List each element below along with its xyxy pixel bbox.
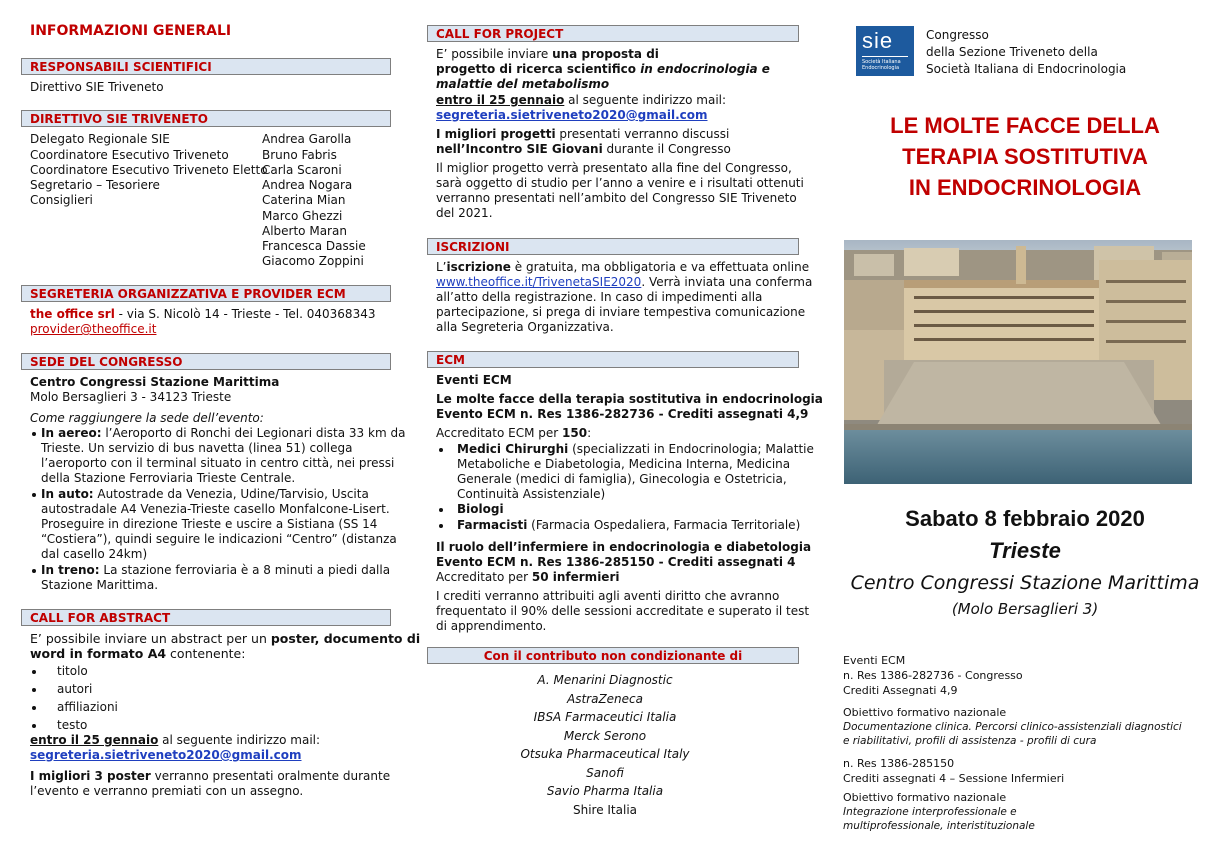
company-address: - via S. Nicolò 14 - Trieste - Tel. 040368343 xyxy=(114,307,376,321)
iscrizioni-line: alla Segreteria Organizzativa. xyxy=(436,320,614,334)
member-name: Andrea Garolla xyxy=(262,132,352,146)
member-name: Bruno Fabris xyxy=(262,148,337,162)
sponsor: Shire Italia xyxy=(572,803,638,817)
ecm-line: Accreditato per 50 infermieri xyxy=(436,570,620,584)
member-name: Francesca Dassie xyxy=(262,239,366,253)
ecm-summary-line: e riabilitativi, profili di assistenza - profili di cura xyxy=(843,735,1097,747)
bullet-icon xyxy=(32,493,36,497)
iscrizioni-line: www.theoffice.it/TrivenetaSIE2020. Verrà inviata una conferma xyxy=(436,275,813,289)
sponsor: Otsuka Pharmaceutical Italy xyxy=(520,747,690,761)
ecm-summary-line: Documentazione clinica. Percorsi clinico-assistenziali diagnostici xyxy=(843,721,1182,733)
ecm-line: Evento ECM n. Res 1386-285150 - Crediti assegnati 4 xyxy=(436,555,796,569)
role: Coordinatore Esecutivo Triveneto xyxy=(30,148,229,162)
abstract-header: CALL FOR ABSTRACT xyxy=(21,609,391,626)
project-header: CALL FOR PROJECT xyxy=(427,25,799,42)
member-name: Carla Scaroni xyxy=(262,163,342,177)
ecm-summary-line: Obiettivo formativo nazionale xyxy=(843,706,1007,719)
ecm-line: Farmacisti (Farmacia Ospedaliera, Farmacia Territoriale) xyxy=(457,518,801,532)
event-date: Sabato 8 febbraio 2020 xyxy=(905,506,1145,531)
bullet-icon xyxy=(439,524,443,528)
bullet-icon xyxy=(32,432,36,436)
ecm-line: Evento ECM n. Res 1386-282736 - Crediti assegnati 4,9 xyxy=(436,407,809,421)
ecm-summary-line: n. Res 1386-282736 - Congresso xyxy=(843,669,1023,682)
ecm-line: I crediti verranno attribuiti agli aventi diritto che avranno xyxy=(436,589,780,603)
auto-line: In auto: Autostrade da Venezia, Udine/Tarvisio, Uscita xyxy=(41,487,369,501)
trieste-square-photo xyxy=(844,240,1192,484)
resp-text: Direttivo SIE Triveneto xyxy=(30,80,164,94)
aereo-line: l’aeroporto con il terminal situato in centro città, nei pressi xyxy=(41,456,395,470)
auto-line: dal casello 24km) xyxy=(41,547,148,561)
aereo-line: della Stazione Ferroviaria Trieste Centrale. xyxy=(41,471,296,485)
iscrizioni-line: partecipazione, si prega di inviare tempestiva comunicazione xyxy=(436,305,806,319)
auto-line: Proseguire in direzione Trieste e uscire a Sistiana (SS 14 xyxy=(41,517,378,531)
bullet-icon xyxy=(32,569,36,573)
ecm-header: ECM xyxy=(427,351,799,368)
bullet-icon xyxy=(32,688,36,692)
ecm-line: Biologi xyxy=(457,502,504,516)
registration-link[interactable]: www.theoffice.it/TrivenetaSIE2020 xyxy=(436,275,642,289)
role: Coordinatore Esecutivo Triveneto Eletto xyxy=(30,163,268,177)
sie-logo xyxy=(856,26,914,76)
abstract-deadline: entro il 25 gennaio al seguente indirizzo mail: xyxy=(30,733,321,747)
ecm-line: frequentato il 90% delle sessioni accreditate e superato il test xyxy=(436,604,810,618)
abstract-item: testo xyxy=(57,718,88,732)
ecm-line: Continuità Assistenziale) xyxy=(457,487,606,501)
role: Consiglieri xyxy=(30,193,93,207)
segreteria-header: SEGRETERIA ORGANIZZATIVA E PROVIDER ECM xyxy=(21,285,391,302)
direttivo-header: DIRETTIVO SIE TRIVENETO xyxy=(21,110,391,127)
ecm-summary-line: Integrazione interprofessionale e xyxy=(843,806,1017,818)
project-line: nell’Incontro SIE Giovani durante il Congresso xyxy=(436,142,731,156)
event-venue: Centro Congressi Stazione Marittima xyxy=(850,572,1200,594)
project-line: verranno presentati nell’ambito del Congresso SIE Triveneto xyxy=(436,191,797,205)
project-line: E’ possibile inviare una proposta di xyxy=(436,47,659,61)
ecm-summary-line: Eventi ECM xyxy=(843,654,906,667)
ecm-line: Metaboliche e Diabetologia, Medicina Interna, Medicina xyxy=(457,457,791,471)
logo-sub: Endocrinologia xyxy=(862,65,900,71)
org-line: della Sezione Triveneto della xyxy=(926,45,1098,59)
ecm-summary-line: Crediti assegnati 4 – Sessione Infermieri xyxy=(843,772,1065,785)
abstract-email-link[interactable]: segreteria.sietriveneto2020@gmail.com xyxy=(30,748,302,762)
project-line: malattie del metabolismo xyxy=(436,77,610,91)
sponsor: Merck Serono xyxy=(563,729,647,743)
project-line: Il miglior progetto verrà presentato alla fine del Congresso, xyxy=(436,161,792,175)
event-venue-address: (Molo Bersaglieri 3) xyxy=(951,600,1099,618)
event-title: LE MOLTE FACCE DELLA TERAPIA SOSTITUTIVA IN ENDOCRINOLOGIA xyxy=(890,113,1160,200)
sponsor: A. Menarini Diagnostic xyxy=(537,673,673,687)
bullet-icon xyxy=(32,670,36,674)
member-name: Andrea Nogara xyxy=(262,178,353,192)
ecm-line: Il ruolo dell’infermiere in endocrinologia e diabetologia xyxy=(436,540,812,554)
auto-line: autostradale A4 Venezia-Trieste casello Monfalcone-Lisert. xyxy=(41,502,390,516)
sponsor: IBSA Farmaceutici Italia xyxy=(533,710,677,724)
resp-header: RESPONSABILI SCIENTIFICI xyxy=(21,58,391,75)
ecm-line: Generale (medici di famiglia), Ginecologia e Ostetricia, xyxy=(457,472,787,486)
project-line: sarà oggetto di studio per l’anno a venire e i risultati ottenuti xyxy=(436,176,804,190)
ecm-summary-line: Obiettivo formativo nazionale xyxy=(843,791,1007,804)
member-name: Caterina Mian xyxy=(262,193,346,207)
project-deadline: entro il 25 gennaio al seguente indirizzo mail: xyxy=(436,93,727,107)
role: Delegato Regionale SIE xyxy=(30,132,170,146)
sponsor: AstraZeneca xyxy=(567,692,643,706)
event-city: Trieste xyxy=(989,538,1061,563)
abstract-footer: l’evento e verranno premiati con un assegno. xyxy=(30,784,304,798)
ecm-line: di apprendimento. xyxy=(436,619,547,633)
bullet-icon xyxy=(439,508,443,512)
abstract-footer: I migliori 3 poster verranno presentati oralmente durante xyxy=(30,769,391,783)
sede-header: SEDE DEL CONGRESSO xyxy=(21,353,391,370)
company-name: the office srl xyxy=(30,307,115,321)
org-line: Congresso xyxy=(926,28,989,42)
info-title: INFORMAZIONI GENERALI xyxy=(30,23,232,39)
ecm-line: Medici Chirurghi (specializzati in Endocrinologia; Malattie xyxy=(457,442,814,456)
abstract-item: autori xyxy=(57,682,93,696)
org-line: Società Italiana di Endocrinologia xyxy=(926,62,1127,76)
member-name: Marco Ghezzi xyxy=(262,209,343,223)
abstract-item: titolo xyxy=(57,664,88,678)
ecm-line: Accreditato ECM per 150: xyxy=(436,426,592,440)
logo-rule xyxy=(862,56,908,57)
provider-email-link[interactable]: provider@theoffice.it xyxy=(30,322,157,336)
logo-sub: Società Italiana xyxy=(862,59,901,65)
ecm-summary-line: multiprofessionale, interistituzionale xyxy=(843,820,1035,832)
how-to-reach: Come raggiungere la sede dell’evento: xyxy=(30,411,264,425)
member-name: Alberto Maran xyxy=(262,224,347,238)
aereo-line: In aereo: l’Aeroporto di Ronchi dei Legionari dista 33 km da xyxy=(41,426,406,440)
project-line: I migliori progetti presentati verranno discussi xyxy=(436,127,730,141)
project-email-link[interactable]: segreteria.sietriveneto2020@gmail.com xyxy=(436,108,708,122)
ecm-line: Le molte facce della terapia sostitutiva in endocrinologia xyxy=(436,392,823,406)
bullet-icon xyxy=(32,724,36,728)
member-name: Giacomo Zoppini xyxy=(262,254,364,268)
abstract-item: affiliazioni xyxy=(57,700,118,714)
sponsor: Savio Pharma Italia xyxy=(546,784,664,798)
sponsor: Sanofi xyxy=(586,766,624,780)
ecm-line: Eventi ECM xyxy=(436,373,512,387)
ecm-summary-line: Crediti Assegnati 4,9 xyxy=(843,684,958,697)
abstract-line: E’ possibile inviare un abstract per un poster, documento di xyxy=(30,631,421,646)
logo-text: sie xyxy=(862,28,894,53)
project-line: progetto di ricerca scientifico in endocrinologia e xyxy=(436,62,770,76)
segreteria-line xyxy=(30,307,375,322)
abstract-line: word in formato A4 contenente: xyxy=(30,646,246,661)
iscrizioni-header: ISCRIZIONI xyxy=(427,238,799,255)
iscrizioni-line: all’atto della registrazione. In caso di impedimenti alla xyxy=(436,290,763,304)
bullet-icon xyxy=(439,448,443,452)
sponsors-header: Con il contributo non condizionante di xyxy=(427,647,799,664)
iscrizioni-line: L’iscrizione è gratuita, ma obbligatoria e va effettuata online xyxy=(436,260,810,274)
bullet-icon xyxy=(32,706,36,710)
treno-line: Stazione Marittima. xyxy=(41,578,159,592)
auto-line: “Costiera”), quindi seguire le indicazioni “Centro” (distanza xyxy=(41,532,397,546)
role: Segretario – Tesoriere xyxy=(30,178,160,192)
venue-address: Molo Bersaglieri 3 - 34123 Trieste xyxy=(30,390,232,404)
treno-line: In treno: La stazione ferroviaria è a 8 minuti a piedi dalla xyxy=(41,563,391,577)
ecm-summary-line: n. Res 1386-285150 xyxy=(843,757,955,770)
venue-name: Centro Congressi Stazione Marittima xyxy=(30,375,280,389)
project-line: del 2021. xyxy=(436,206,493,220)
aereo-line: Trieste. Un servizio di bus navetta (linea 51) collega xyxy=(41,441,353,455)
